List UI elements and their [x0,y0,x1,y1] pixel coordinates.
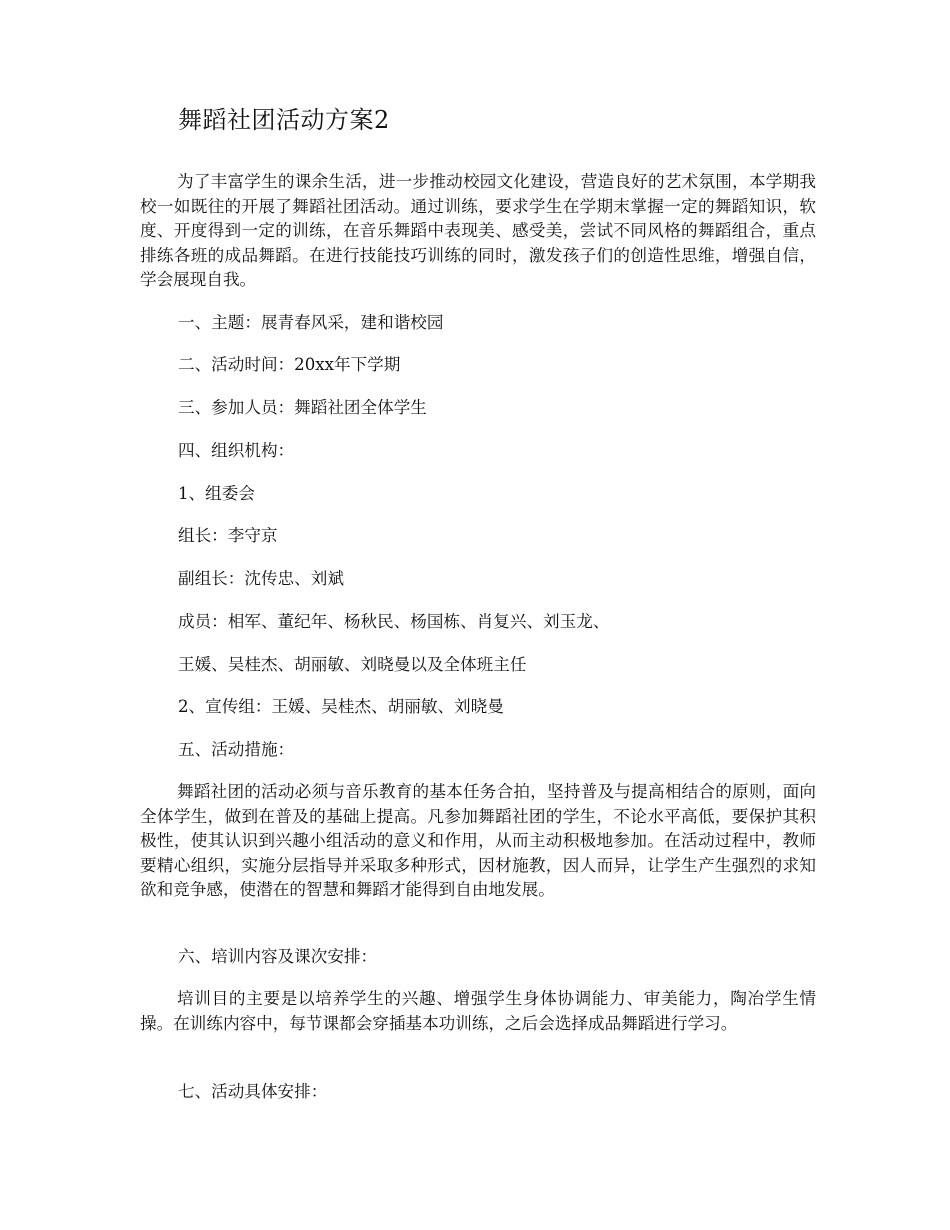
participants-line: 三、参加人员：舞蹈社团全体学生 [178,398,427,417]
publicity-group-line: 2、宣传组：王媛、吴桂杰、胡丽敏、刘晓曼 [178,697,504,716]
document-title: 舞蹈社团活动方案2 [178,106,390,134]
time-line: 二、活动时间：20xx年下学期 [178,355,401,374]
measures-heading: 五、活动措施： [178,740,295,759]
theme-line: 一、主题：展青春风采，建和谐校园 [178,313,444,332]
schedule-heading: 七、活动具体安排： [178,1082,328,1101]
deputy-leaders-line: 副组长：沈传忠、刘斌 [178,569,344,588]
training-paragraph: 培训目的主要是以培养学生的兴趣、增强学生身体协调能力、审美能力，陶冶学生情操。在训练内容中，每节课都会穿插基本功训练，之后会选择成品舞蹈进行学习。 [140,989,816,1033]
organization-heading: 四、组织机构： [178,441,295,460]
leader-line: 组长：李守京 [178,526,278,545]
intro-paragraph: 为了丰富学生的课余生活，进一步推动校园文化建设，营造良好的艺术氛围，本学期我校一如既往的开展了舞蹈社团活动。通过训练，要求学生在学期末掌握一定的舞蹈知识，软度、开度得到一定的训练，在音乐舞蹈中表现美、感受美，尝试不同风格的舞蹈组合，重点排练各班的成品舞蹈。在进行技能技巧训练的同时，激发孩子们的创造性思维，增强自信，学会展现自我。 [140,172,816,290]
committee-heading: 1、组委会 [178,484,255,503]
measures-paragraph: 舞蹈社团的活动必须与音乐教育的基本任务合拍，坚持普及与提高相结合的原则，面向全体学生，做到在普及的基础上提高。凡参加舞蹈社团的学生，不论水平高低，要保护其积极性，使其认识到兴趣小组活动的意义和作用，从而主动积极地参加。在活动过程中，教师要精心组织，实施分层指导并采取多种形式，因材施教，因人而异，让学生产生强烈的求知欲和竞争感，使潜在的智慧和舞蹈才能得到自由地发展。 [140,782,816,900]
training-heading: 六、培训内容及课次安排： [178,947,378,966]
members-line-2: 王媛、吴桂杰、胡丽敏、刘晓曼以及全体班主任 [178,655,527,674]
members-line-1: 成员：相军、董纪年、杨秋民、杨国栋、肖复兴、刘玉龙、 [178,612,610,631]
